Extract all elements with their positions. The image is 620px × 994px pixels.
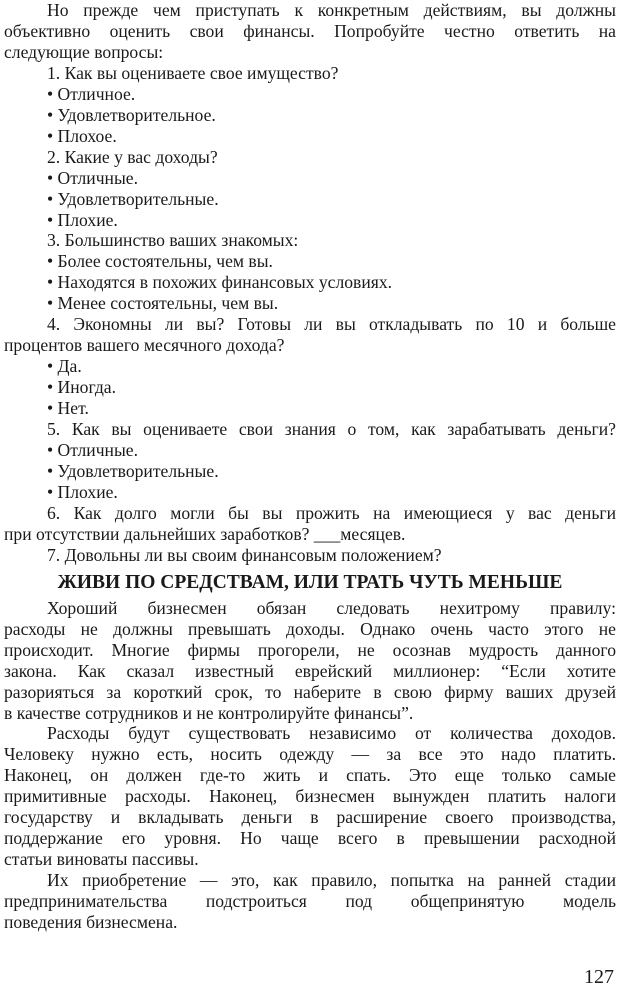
question-7: 7. Довольны ли вы своим финансовым положением? (47, 544, 442, 565)
question-1: 1. Как вы оцениваете свое имущество? (47, 62, 339, 83)
question-5: 5. Как вы оцениваете свои знания о том, как зарабатывать деньги? (47, 419, 616, 440)
option: • Отличные. (47, 167, 139, 188)
option: • Плохие. (47, 209, 118, 230)
page-body (4, 0, 616, 933)
option: • Отличные. (47, 440, 139, 461)
question-4: 4. Экономны ли вы? Готовы ли вы откладывать по 10 и больше (47, 314, 616, 335)
option: • Отличное. (47, 83, 136, 104)
option: • Иногда. (47, 377, 116, 398)
question-2: 2. Какие у вас доходы? (47, 146, 218, 167)
option: • Удовлетворительные. (47, 188, 219, 209)
section-heading: ЖИВИ ПО СРЕДСТВАМ, ИЛИ ТРАТЬ ЧУТЬ МЕНЬШЕ (57, 571, 563, 593)
option: • Нет. (47, 398, 89, 419)
paragraph-line: Их приобретение — это, как правило, попытка на ранней стадии (47, 870, 616, 891)
option: • Удовлетворительные. (47, 460, 219, 481)
paragraph-line: Наконец, он должен где-то жить и спать. Это еще только самые (4, 765, 616, 786)
paragraph-line: разорияться за короткий срок, то наберите в свою фирму ваших друзей (4, 681, 616, 702)
intro-line: следующие вопросы: (4, 41, 164, 62)
paragraph-line: Расходы будут существовать независимо от количества доходов. (47, 723, 616, 744)
option: • Удовлетворительное. (47, 104, 216, 125)
paragraph-line: происходит. Многие фирмы прогорели, не осознав мудрость данного (4, 639, 616, 660)
paragraph-line: статьи виноваты пассивы. (4, 849, 199, 870)
option: • Находятся в похожих финансовых условиях. (47, 272, 393, 293)
paragraph-line: государству и вкладывать деньги в расширение своего производства, (4, 807, 616, 828)
paragraph-line: закона. Как сказал известный еврейский миллионер: “Если хотите (4, 660, 616, 681)
option: • Плохое. (47, 125, 117, 146)
paragraph-line: примитивные расходы. Наконец, бизнесмен вынужден платить налоги (4, 786, 616, 807)
option: • Более состоятельны, чем вы. (47, 251, 273, 272)
paragraph-line: поддержание его уровня. Но чаще всего в превышении расходной (4, 828, 616, 849)
option: • Да. (47, 356, 82, 377)
paragraph-line: поведения бизнесмена. (4, 912, 178, 933)
intro-line: Но прежде чем приступать к конкретным действиям, вы должны (47, 0, 616, 20)
option: • Менее состоятельны, чем вы. (47, 293, 279, 314)
paragraph-line: в качестве сотрудников и не контролируйте финансы”. (4, 702, 414, 723)
question-6: 6. Как долго могли бы вы прожить на имеющиеся у вас деньги (47, 502, 616, 523)
intro-line: объективно оценить свои финансы. Попробуйте честно ответить на (4, 20, 616, 41)
paragraph-line: предпринимательства подстроиться под общепринятую модель (4, 891, 616, 912)
page-number: 127 (584, 966, 614, 988)
paragraph-line: Хороший бизнесмен обязан следовать нехитрому правилу: (47, 597, 616, 618)
question-6-cont: при отсутствии дальнейших заработков? ___месяцев. (4, 523, 406, 544)
paragraph-line: расходы не должны превышать доходы. Однако очень часто этого не (4, 618, 616, 639)
question-4-cont: процентов вашего месячного дохода? (4, 335, 285, 356)
question-3: 3. Большинство ваших знакомых: (47, 230, 299, 251)
option: • Плохие. (47, 481, 118, 502)
paragraph-line: Человеку нужно есть, носить одежду — за все это надо платить. (4, 744, 616, 765)
